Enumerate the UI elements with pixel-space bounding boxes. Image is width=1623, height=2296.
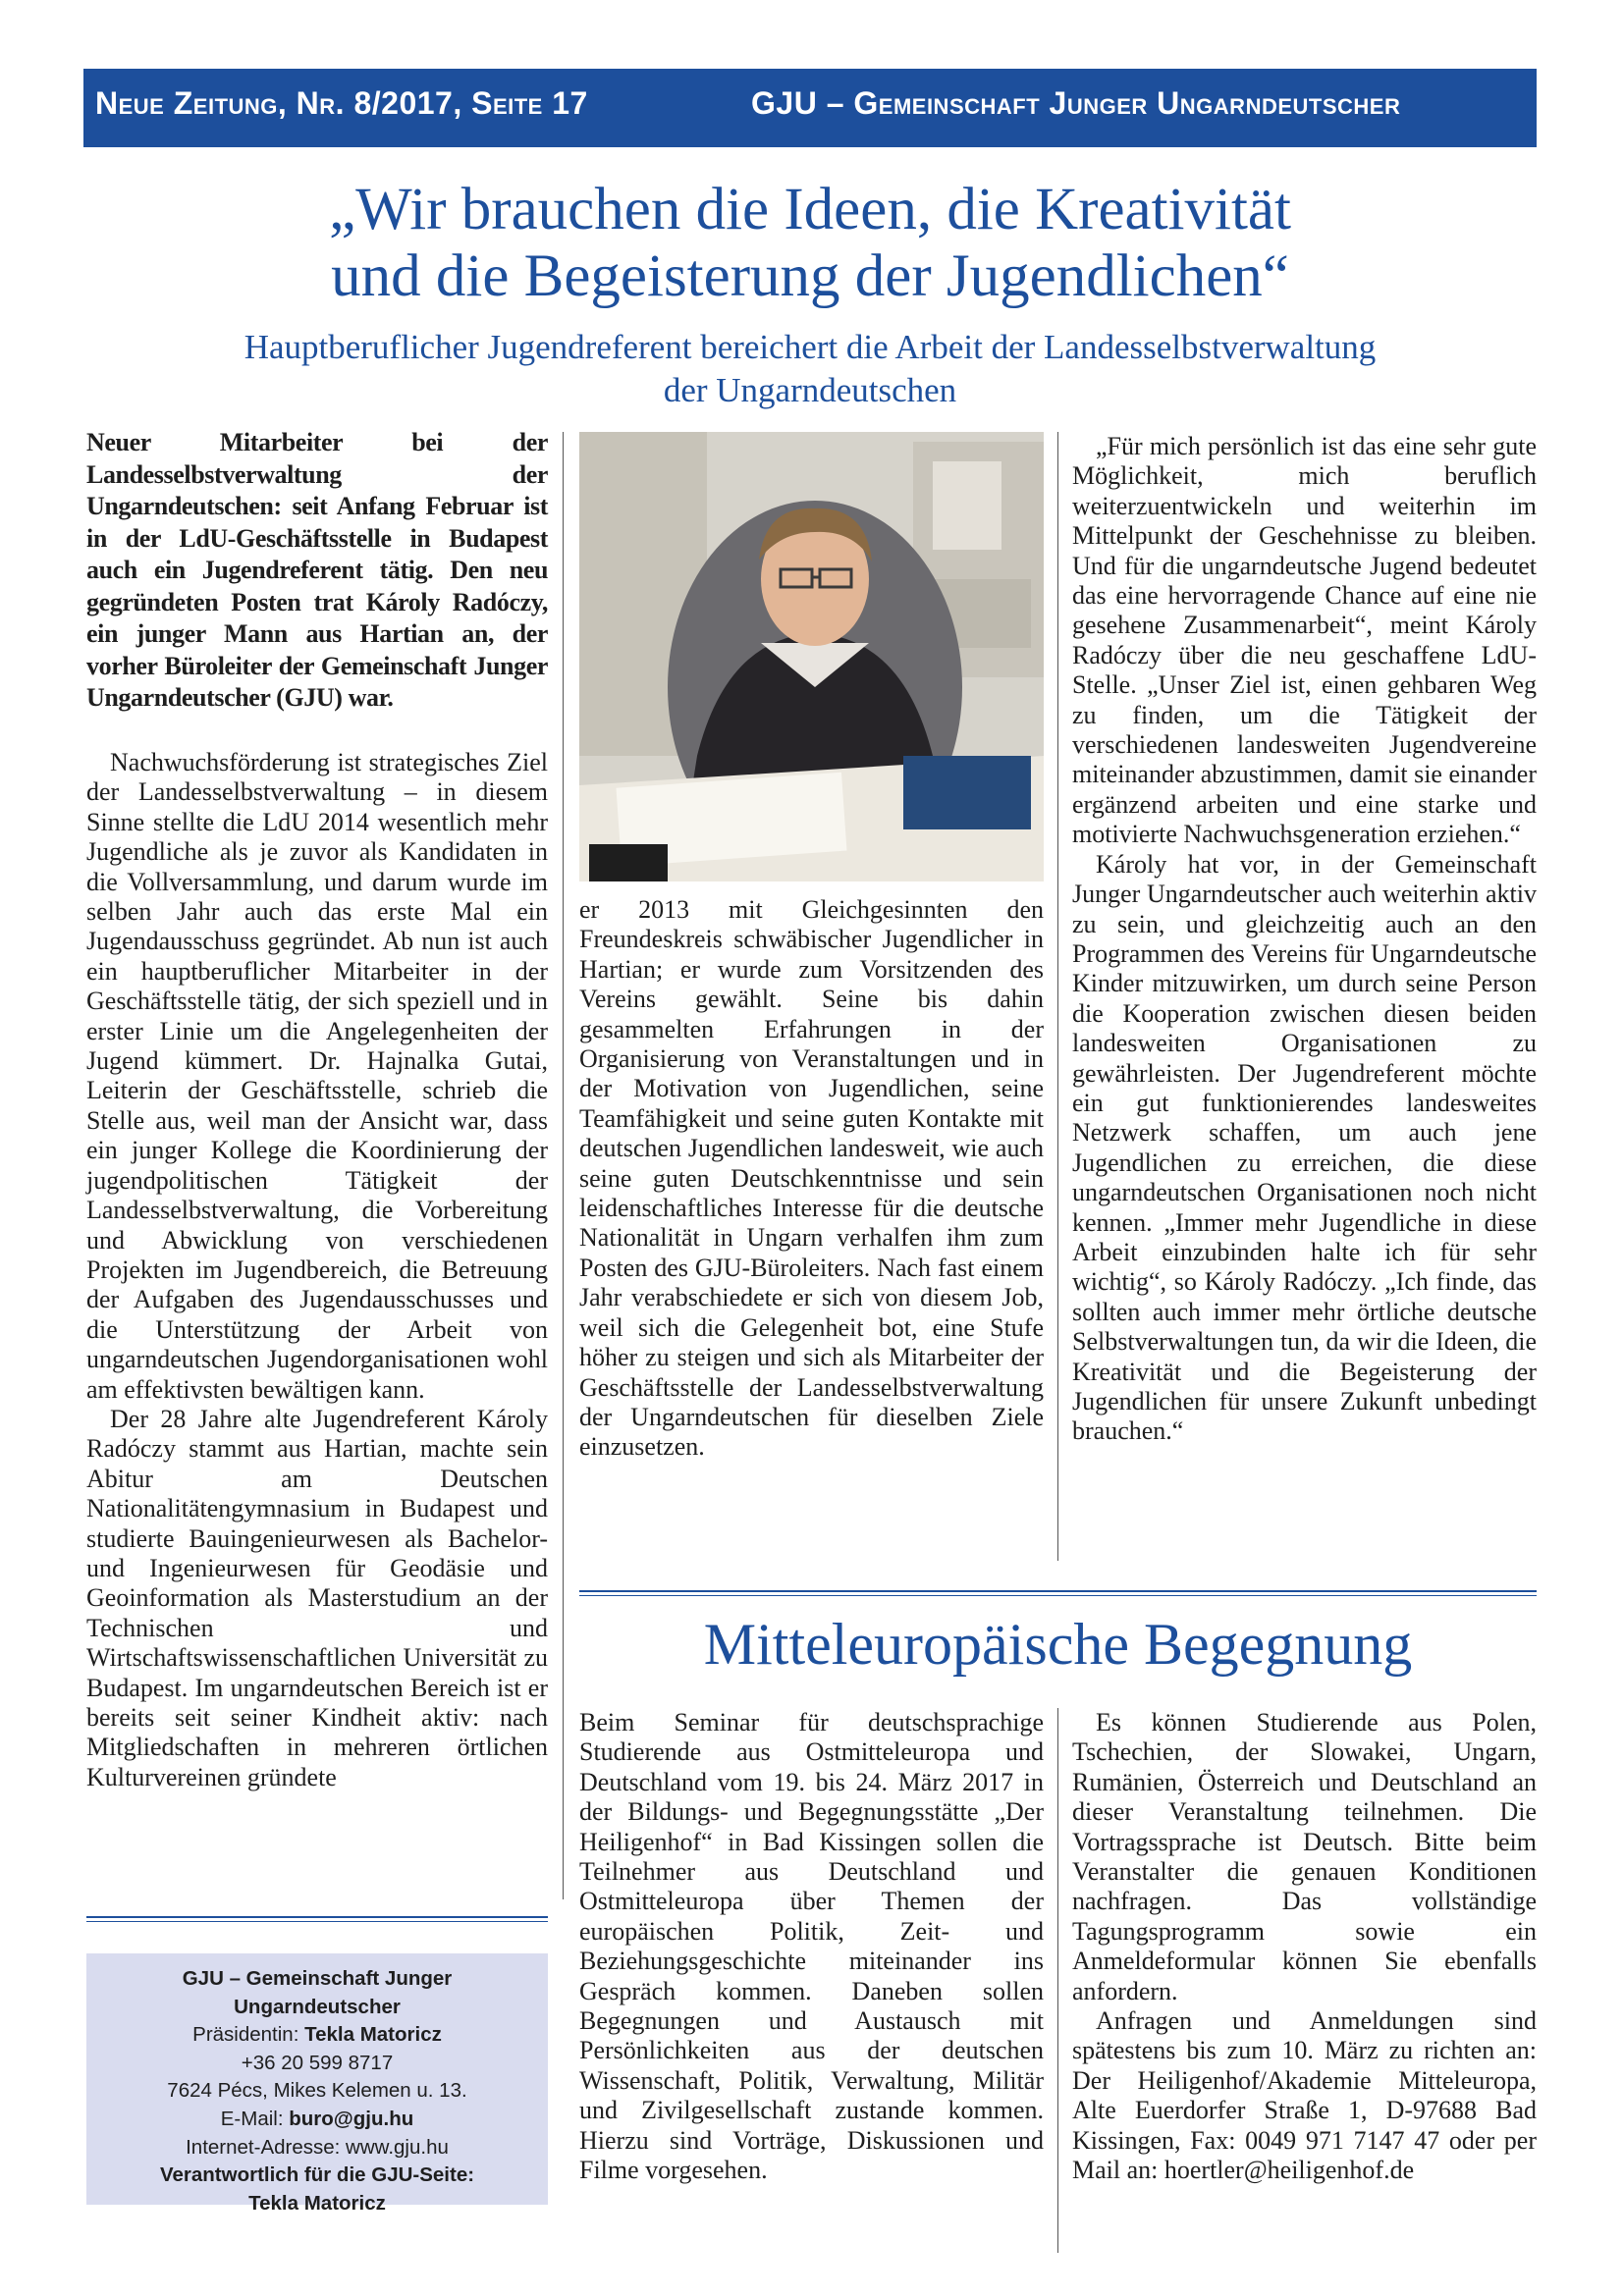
article-column-1 (86, 748, 548, 1792)
paragraph: er 2013 mit Gleichgesinnten den Freundeskreis schwäbischer Jugendlicher in Hartian; er wurde zum Vorsitzenden des Vereins gewählt. Seine bis dahin gesammelten Erfahrungen in der Organisierung von Veranstaltungen und in der Motivation von Jugendlichen, seine Teamfähigkeit und seine guten Kontakte mit deutschen Jugendlichen landesweit, wie auch seine guten Deutschkenntnisse und sein leidenschaftliches Interesse für die deutsche Nationalität in Ungarn verhalfen ihm zum Posten des GJU-Büroleiters. Nach fast einem Jahr verabschiedete er sich von diesem Job, weil sich die Gelegenheit bot, eine Stufe höher zu steigen und sich als Mitarbeiter der Geschäftsstelle der Landesselbstverwaltung der Ungarndeutschen für dieselben Ziele einzusetzen. (579, 895, 1044, 1462)
header-section: GJU – Gemeinschaft Junger Ungarndeutscher (751, 85, 1401, 121)
article-lead: Neuer Mitarbeiter bei der Landesselbstverwaltung der Ungarndeutschen: seit Anfang Februar ist in der LdU-Geschäftsstelle in Budapest auch ein Jugendreferent tätig. Den neu gegründeten Posten trat Károly Radóczy, ein junger Mann aus Hartian an, der vorher Büroleiter der Gemeinschaft Junger Ungarndeutscher (GJU) war. (86, 428, 548, 712)
article-title-line2: und die Begeisterung der Jugendlichen“ (331, 243, 1289, 309)
website-line: Internet-Adresse: www.gju.hu (186, 2135, 449, 2159)
president-name: Tekla Matoricz (304, 2023, 442, 2047)
column-divider (1057, 1708, 1058, 2253)
paragraph: Beim Seminar für deutschsprachige Studierende aus Ostmitteleuropa und Deutschland vom 19. bis 24. März 2017 in der Bildungs- und Begegnungsstätte „Der Heiligenhof“ in Bad Kissingen sollen die Teilnehmer aus Deutschland und Ostmitteleuropa über Themen der europäischen Politik, Zeit- und Beziehungsgeschichte miteinander ins Gespräch kommen. Daneben sollen Begegnungen und Austausch mit Persönlichkeiten aus der deutschen Wissenschaft, Politik, Verwaltung, Militär und Zivilgesellschaft zustande kommen. Hierzu sind Vorträge, Diskussionen und Filme vorgesehen. (579, 1708, 1044, 2185)
article-subtitle (83, 326, 1537, 412)
header-issue: Neue Zeitung, Nr. 8/2017, Seite 17 (95, 85, 588, 121)
postal-address: 7624 Pécs, Mikes Kelemen u. 13. (167, 2079, 467, 2103)
org-name-line1: GJU – Gemeinschaft Junger (182, 1967, 453, 1990)
responsible-name: Tekla Matoricz (248, 2191, 386, 2215)
article2-title: Mitteleuropäische Begegnung (703, 1612, 1413, 1677)
paragraph: „Für mich persönlich ist das eine sehr gute Möglichkeit, mich beruflich weiterzuentwickeln und weiterhin im Mittelpunkt der Geschehnisse zu bleiben. Und für die ungarndeutsche Jugend bedeutet das eine hervorragende Chance auf eine nie gesehene Zusammenarbeit“, meint Károly Radóczy über die neu geschaffene LdU-Stelle. „Unser Ziel ist, einen gehbaren Weg zu finden, um die Tätigkeit der verschiedenen landesweiten Jugendvereine miteinander abzustimmen, damit sie einander ergänzend arbeiten und eine starke und motivierte Nachwuchsgeneration erziehen.“ (1072, 432, 1537, 849)
column-divider (1057, 432, 1058, 1561)
president-label: Präsidentin: (192, 2023, 305, 2047)
article-title (83, 177, 1537, 310)
org-name-line2: Ungarndeutscher (234, 1995, 401, 2018)
paragraph: Der 28 Jahre alte Jugendreferent Károly Radóczy stammt aus Hartian, machte sein Abitur am Deutschen Nationalitätengymnasium in Budapest und studierte Bauingenieurwesen als Bachelor- und Ingenieurwesen für Geodäsie und Geoinformation als Masterstudium an der Technischen und Wirtschaftswissenschaftlichen Universität zu Budapest. Im ungarndeutschen Bereich ist er bereits seit seiner Kindheit aktiv: nach Mitgliedschaften in mehreren örtlichen Kulturvereinen gründete (86, 1404, 548, 1791)
responsible-label: Verantwortlich für die GJU-Seite: (159, 2163, 475, 2187)
phone-number: +36 20 599 8717 (241, 2051, 394, 2074)
contact-info-box (86, 1953, 548, 2215)
paragraph: Es können Studierende aus Polen, Tschechien, der Slowakei, Ungarn, Rumänien, Österreich und Deutschland an dieser Veranstaltung teilnehmen. Die Vortragssprache ist Deutsch. Bitte beim Veranstalter die genauen Konditionen nachfragen. Das vollständige Tagungsprogramm sowie ein Anmeldeformular können Sie ebenfalls anfordern. (1072, 1708, 1537, 2005)
article-column-3 (1072, 432, 1537, 1447)
section-separator (86, 1916, 548, 1922)
email-label: E-Mail: (220, 2107, 290, 2130)
paragraph: Nachwuchsförderung ist strategisches Ziel der Landesselbstverwaltung – in diesem Sinne stellte die LdU 2014 wesentlich mehr Jugendliche als je zuvor als Kandidaten in die Vollversammlung, und darum wurde im selben Jahr auch das erste Mal ein Jugendausschuss gegründet. Ab nun ist auch ein hauptberuflicher Mitarbeiter in der Geschäftsstelle tätig, der sich speziell und in erster Linie um die Angelegenheiten der Jugend kümmert. Dr. Hajnalka Gutai, Leiterin der Geschäftsstelle, schrieb die Stelle aus, weil man der Ansicht war, dass ein junger Kollege die Koordinierung der jugendpolitischen Tätigkeit der Landesselbstverwaltung, die Vorbereitung und Abwicklung von verschiedenen Projekten im Jugendbereich, die Betreuung der Aufgaben des Jugendausschusses und die Unterstützung der Arbeit von ungarndeutschen Jugendorganisationen wohl am effektivsten bewältigen kann. (86, 748, 548, 1404)
page-header (83, 69, 1537, 147)
portrait-illustration (579, 432, 1044, 881)
paragraph: Károly hat vor, in der Gemeinschaft Junger Ungarndeutscher auch weiterhin aktiv zu sein, und gleichzeitig auch an den Programmen des Vereins für Ungarndeutsche Kinder mitzuwirken, um durch seine Person die Kooperation zwischen diesen beiden landesweiten Organisationen zu gewährleisten. Der Jugendreferent möchte ein gut funktionierendes landesweites Netzwerk schaffen, um auch jene Jugendlichen zu erreichen, die diese ungarndeutschen Organisationen noch nicht kennen. „Immer mehr Jugendliche in diese Arbeit einzubinden halte ich für sehr wichtig“, so Károly Radóczy. „Ich finde, das sollten auch immer mehr örtliche deutsche Selbstverwaltungen tun, da wir die Ideen, die Kreativität und die Begeisterung der Jugendlichen für unsere Zukunft unbedingt brauchen.“ (1072, 849, 1537, 1446)
article2-column-2 (1072, 1708, 1537, 2186)
email-line (86, 2106, 548, 2134)
portrait-photo (579, 432, 1044, 881)
article-column-2 (579, 895, 1044, 1463)
article-subtitle-line1: Hauptberuflicher Jugendreferent bereichert die Arbeit der Landesselbstverwaltung (243, 328, 1377, 366)
section-separator (579, 1590, 1537, 1596)
president-line (86, 2021, 548, 2050)
paragraph: Anfragen und Anmeldungen sind spätestens bis zum 10. März zu richten an: Der Heiligenhof/Akademie Mitteleuropa, Alte Euerdorfer Straße 1, D-97688 Bad Kissingen, Fax: 0049 971 7147 47 oder per Mail an: hoertler@heiligenhof.de (1072, 2006, 1537, 2185)
article-subtitle-line2: der Ungarndeutschen (663, 371, 957, 409)
column-divider (563, 432, 564, 1899)
article-title-line1: „Wir brauchen die Ideen, die Kreativität (329, 177, 1291, 242)
article2-column-1 (579, 1708, 1044, 2186)
email-address: buro@gju.hu (289, 2107, 414, 2130)
